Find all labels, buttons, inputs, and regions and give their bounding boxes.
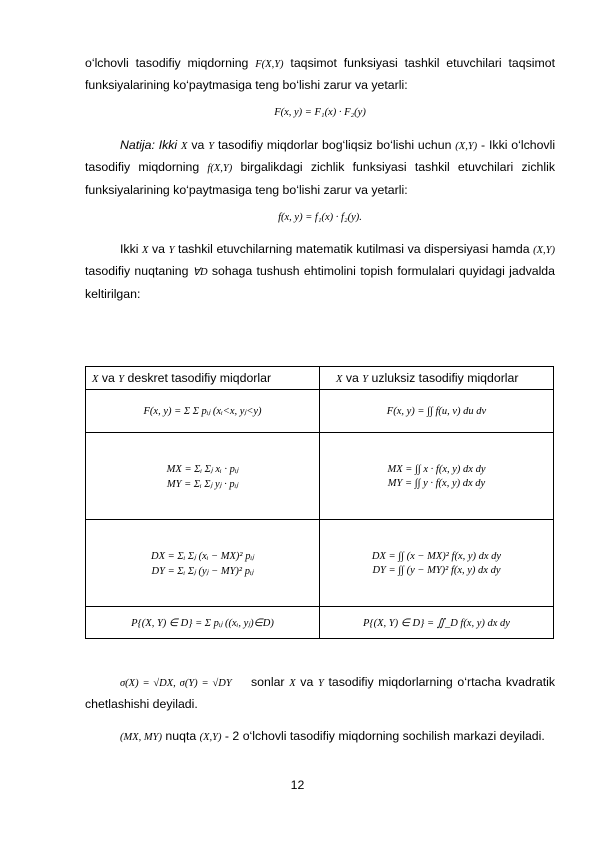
cell-continuous-probability: P{(X, Y) ∈ D} = ∬_D f(x, y) dx dy: [320, 607, 554, 639]
paragraph-std-deviation: σ(X) = √DX, σ(Y) = √DY sonlar X va Y tasodifiy miqdorlarning o‘rtacha kvadratik chetlashishi deyiladi.: [85, 675, 556, 712]
formula-F-product: F(x, y) = F₁(x) · F₂(y): [274, 107, 366, 118]
page-number: 12: [290, 778, 305, 792]
paragraph-scatter-center: (MX, MY) nuqta (X,Y) - 2 o‘lchovli tasodifiy miqdorning sochilish markazi deyiladi.: [120, 729, 545, 743]
header-discrete: X va Y deskret tasodifiy miqdorlar: [86, 367, 320, 390]
cell-continuous-variance: DX = ∫∫ (x − MX)² f(x, y) dx dy DY = ∫∫ (y − MY)² f(x, y) dx dy: [320, 520, 554, 607]
table-row: [86, 433, 554, 520]
math-F-XY: F(X,Y): [255, 59, 284, 70]
table-row: [86, 520, 554, 607]
paragraph-natija: Natija: Ikki X va Y tasodifiy miqdorlar bog‘liqsiz bo‘lishi uchun (X,Y) - Ikki o‘lchovli tasodifiy miqdorning f(X,Y) birgalikdagi zichlik funksiyasi tashkil etuvchilari zichlik funksiyalarining ko‘paytmasiga teng bo‘lishi zarur va yetarli:: [85, 138, 556, 197]
cell-discrete-probability: P{(X, Y) ∈ D} = Σ pᵢⱼ ((xᵢ, yⱼ)∈D): [86, 607, 320, 639]
formula-table: [85, 366, 554, 639]
cell-continuous-expectation: MX = ∫∫ x · f(x, y) dx dy MY = ∫∫ y · f(x, y) dx dy: [320, 433, 554, 520]
paragraph-table-intro: Ikki X va Y tashkil etuvchilarning matematik kutilmasi va dispersiyasi hamda (X,Y) tasodifiy nuqtaning ∀D sohaga tushush ehtimolini topish formulalari quyidagi jadvalda keltirilgan:: [85, 242, 556, 301]
table-header-row: [86, 367, 554, 390]
paragraph-intro: o‘lchovli tasodifiy miqdorning F(X,Y) taqsimot funksiyasi tashkil etuvchilari taqsimot funksiyalarining ko‘paytmasiga teng bo‘lishi zarur va yetarli:: [85, 56, 555, 93]
cell-discrete-expectation: MX = Σᵢ Σⱼ xᵢ · pᵢⱼ MY = Σᵢ Σⱼ yⱼ · pᵢⱼ: [86, 433, 320, 520]
cell-discrete-distribution: F(x, y) = Σ Σ pᵢⱼ (xᵢ<x, yⱼ<y): [86, 390, 320, 433]
table-row: [86, 390, 554, 433]
cell-discrete-variance: DX = Σᵢ Σⱼ (xᵢ − MX)² pᵢⱼ DY = Σᵢ Σⱼ (yⱼ − MY)² pᵢⱼ: [86, 520, 320, 607]
math-sigma: σ(X) = √DX, σ(Y) = √DY: [120, 678, 232, 689]
table-row: [86, 607, 554, 639]
formula-f-product: f(x, y) = f₁(x) · f₂(y).: [278, 212, 362, 223]
cell-continuous-distribution: F(x, y) = ∫∫ f(u, v) du dv: [320, 390, 554, 433]
header-continuous: X va Y uzluksiz tasodifiy miqdorlar: [320, 367, 554, 390]
